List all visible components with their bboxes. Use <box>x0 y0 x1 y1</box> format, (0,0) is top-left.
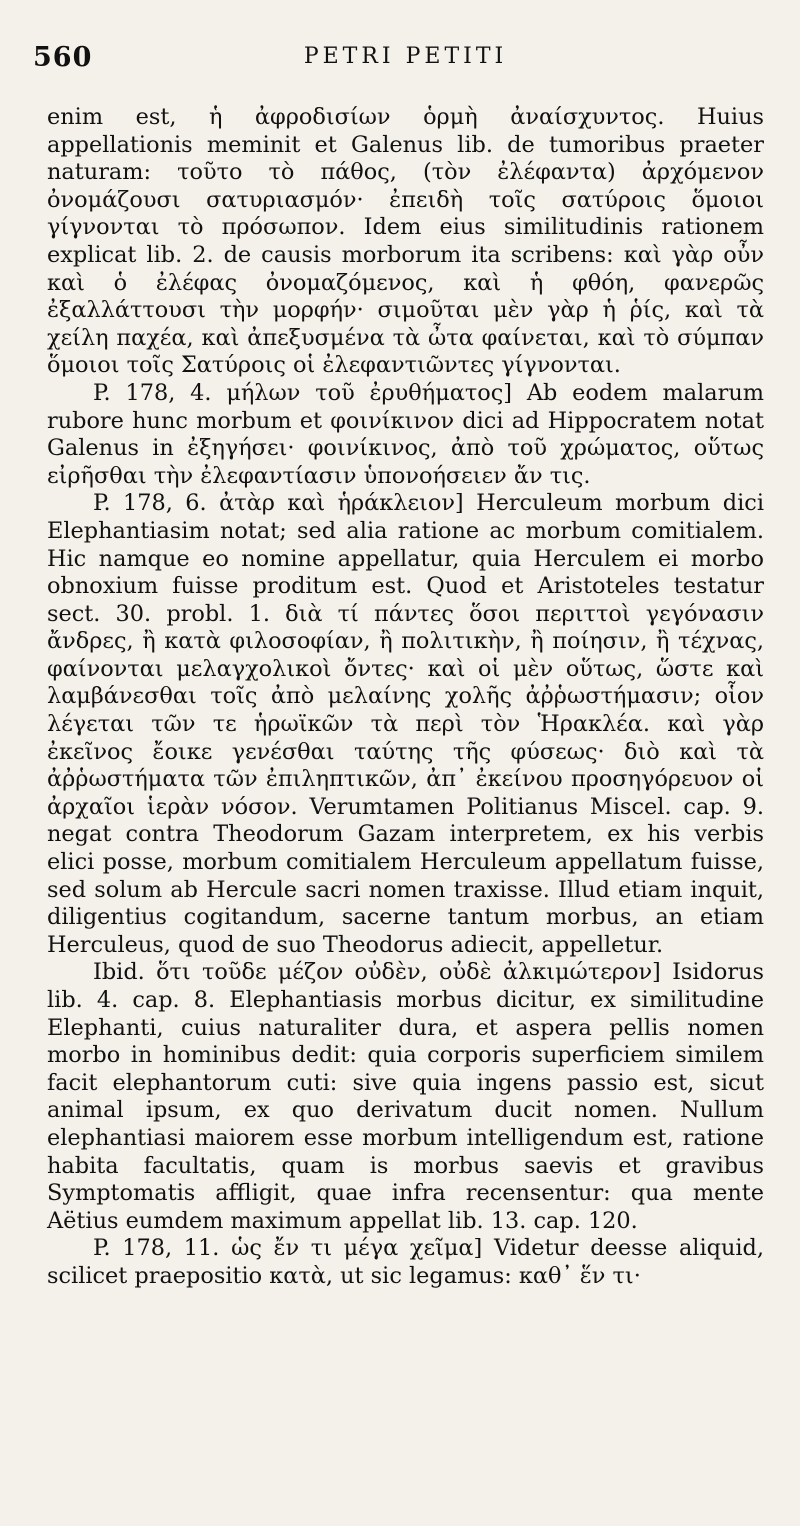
page-number: 560 <box>33 42 93 73</box>
paragraph-1: enim est, ἡ ἀφροδισίων ὁρμὴ ἀναίσχυντος. Huius appellationis meminit et Galenus lib. de tumoribus praeter naturam: τοῦτο τὸ πάθος, (τὸν ἐλέφαντα) ἀρχόμενον ὀνομάζουσι σατυριασμόν· ἐπειδὴ τοῖς σατύροις ὅμοιοι γίγνονται τὸ πρόσωπον. Idem eius similitudinis rationem explicat lib. 2. de causis morborum ita scribens: καὶ γὰρ οὖν καὶ ὁ ἐλέφας ὀνομαζόμενος, καὶ ἡ φθόη, φανερῶς ἐξαλλάττουσι τὴν μορφήν· σιμοῦται μὲν γὰρ ἡ ῥίς, καὶ τὰ χείλη παχέα, καὶ ἀπεξυσμένα τὰ ὦτα φαίνεται, καὶ τὸ σύμπαν ὅμοιοι τοῖς Σατύροις οἱ ἐλεφαντιῶντες γίγνονται. <box>47 104 764 379</box>
body-text <box>47 104 764 1291</box>
running-head: PETRI PETITI <box>303 44 508 69</box>
paragraph-2: P. 178, 4. μήλων τοῦ ἐρυθήματος] Ab eodem malarum rubore hunc morbum et φοινίκινον dici ad Hippocratem notat Galenus in ἐξηγήσει· φοινίκινος, ἀπὸ τοῦ χρώματος, οὕτως εἰρῆσθαι τὴν ἐλεφαντίασιν ὑπονοήσειεν ἄν τις. <box>47 379 764 489</box>
paragraph-5: P. 178, 11. ὡς ἔν τι μέγα χεῖμα] Videtur deesse aliquid, scilicet praepositio κατὰ, ut sic legamus: καθ᾽ ἕν τι· <box>47 1235 764 1289</box>
paragraph-4: Ibid. ὅτι τοῦδε μέζον οὐδὲν, οὐδὲ ἀλκιμώτερον] Isidorus lib. 4. cap. 8. Elephantiasis morbus dicitur, ex similitudine Elephanti, cuius naturaliter dura, et aspera pellis nomen morbo in hominibus dedit: quia corporis superficiem similem facit elephantorum cuti: sive quia ingens passio est, sicut animal ipsum, ex quo derivatum ducit nomen. Nullum elephantiasi maiorem esse morbum intelligendum est, ratione habita facultatis, quam is morbus saevis et gravibus Symptomatis affligit, quae infra recensentur: qua mente Aëtius eumdem maximum appellat lib. 13. cap. 120. <box>47 959 764 1234</box>
page-header <box>33 34 764 92</box>
paragraph-3: P. 178, 6. ἀτὰρ καὶ ἡράκλειον] Herculeum morbum dici Elephantiasim notat; sed alia ratione ac morbum comitialem. Hic namque eo nomine appellatur, quia Herculem ei morbo obnoxium fuisse proditum est. Quod et Aristoteles testatur sect. 30. probl. 1. διὰ τί πάντες ὅσοι περιττοὶ γεγόνασιν ἄνδρες, ἢ κατὰ φιλοσοφίαν, ἢ πολιτικὴν, ἢ ποίησιν, ἢ τέχνας, φαίνονται μελαγχολικοὶ ὄντες· καὶ οἱ μὲν οὕτως, ὥστε καὶ λαμβάνεσθαι τοῖς ἀπὸ μελαίνης χολῆς ἀῤῥωστήμασιν; οἷον λέγεται τῶν τε ἡρωϊκῶν τὰ περὶ τὸν Ἡρακλέα. καὶ γὰρ ἐκεῖνος ἔοικε γενέσθαι ταύτης τῆς φύσεως· διὸ καὶ τὰ ἀῤῥωστήματα τῶν ἐπιληπτικῶν, ἀπ᾽ ἐκείνου προσηγόρευον οἱ ἀρχαῖοι ἱερὰν νόσον. Verumtamen Politianus Miscel. cap. 9. negat contra Theodorum Gazam interpretem, ex his verbis elici posse, morbum comitialem Herculeum appellatum fuisse, sed solum ab Hercule sacri nomen traxisse. Illud etiam inquit, diligentius cogitandum, sacerne tantum morbus, an etiam Herculeus, quod de suo Theodorus adiecit, appelletur. <box>47 490 764 958</box>
